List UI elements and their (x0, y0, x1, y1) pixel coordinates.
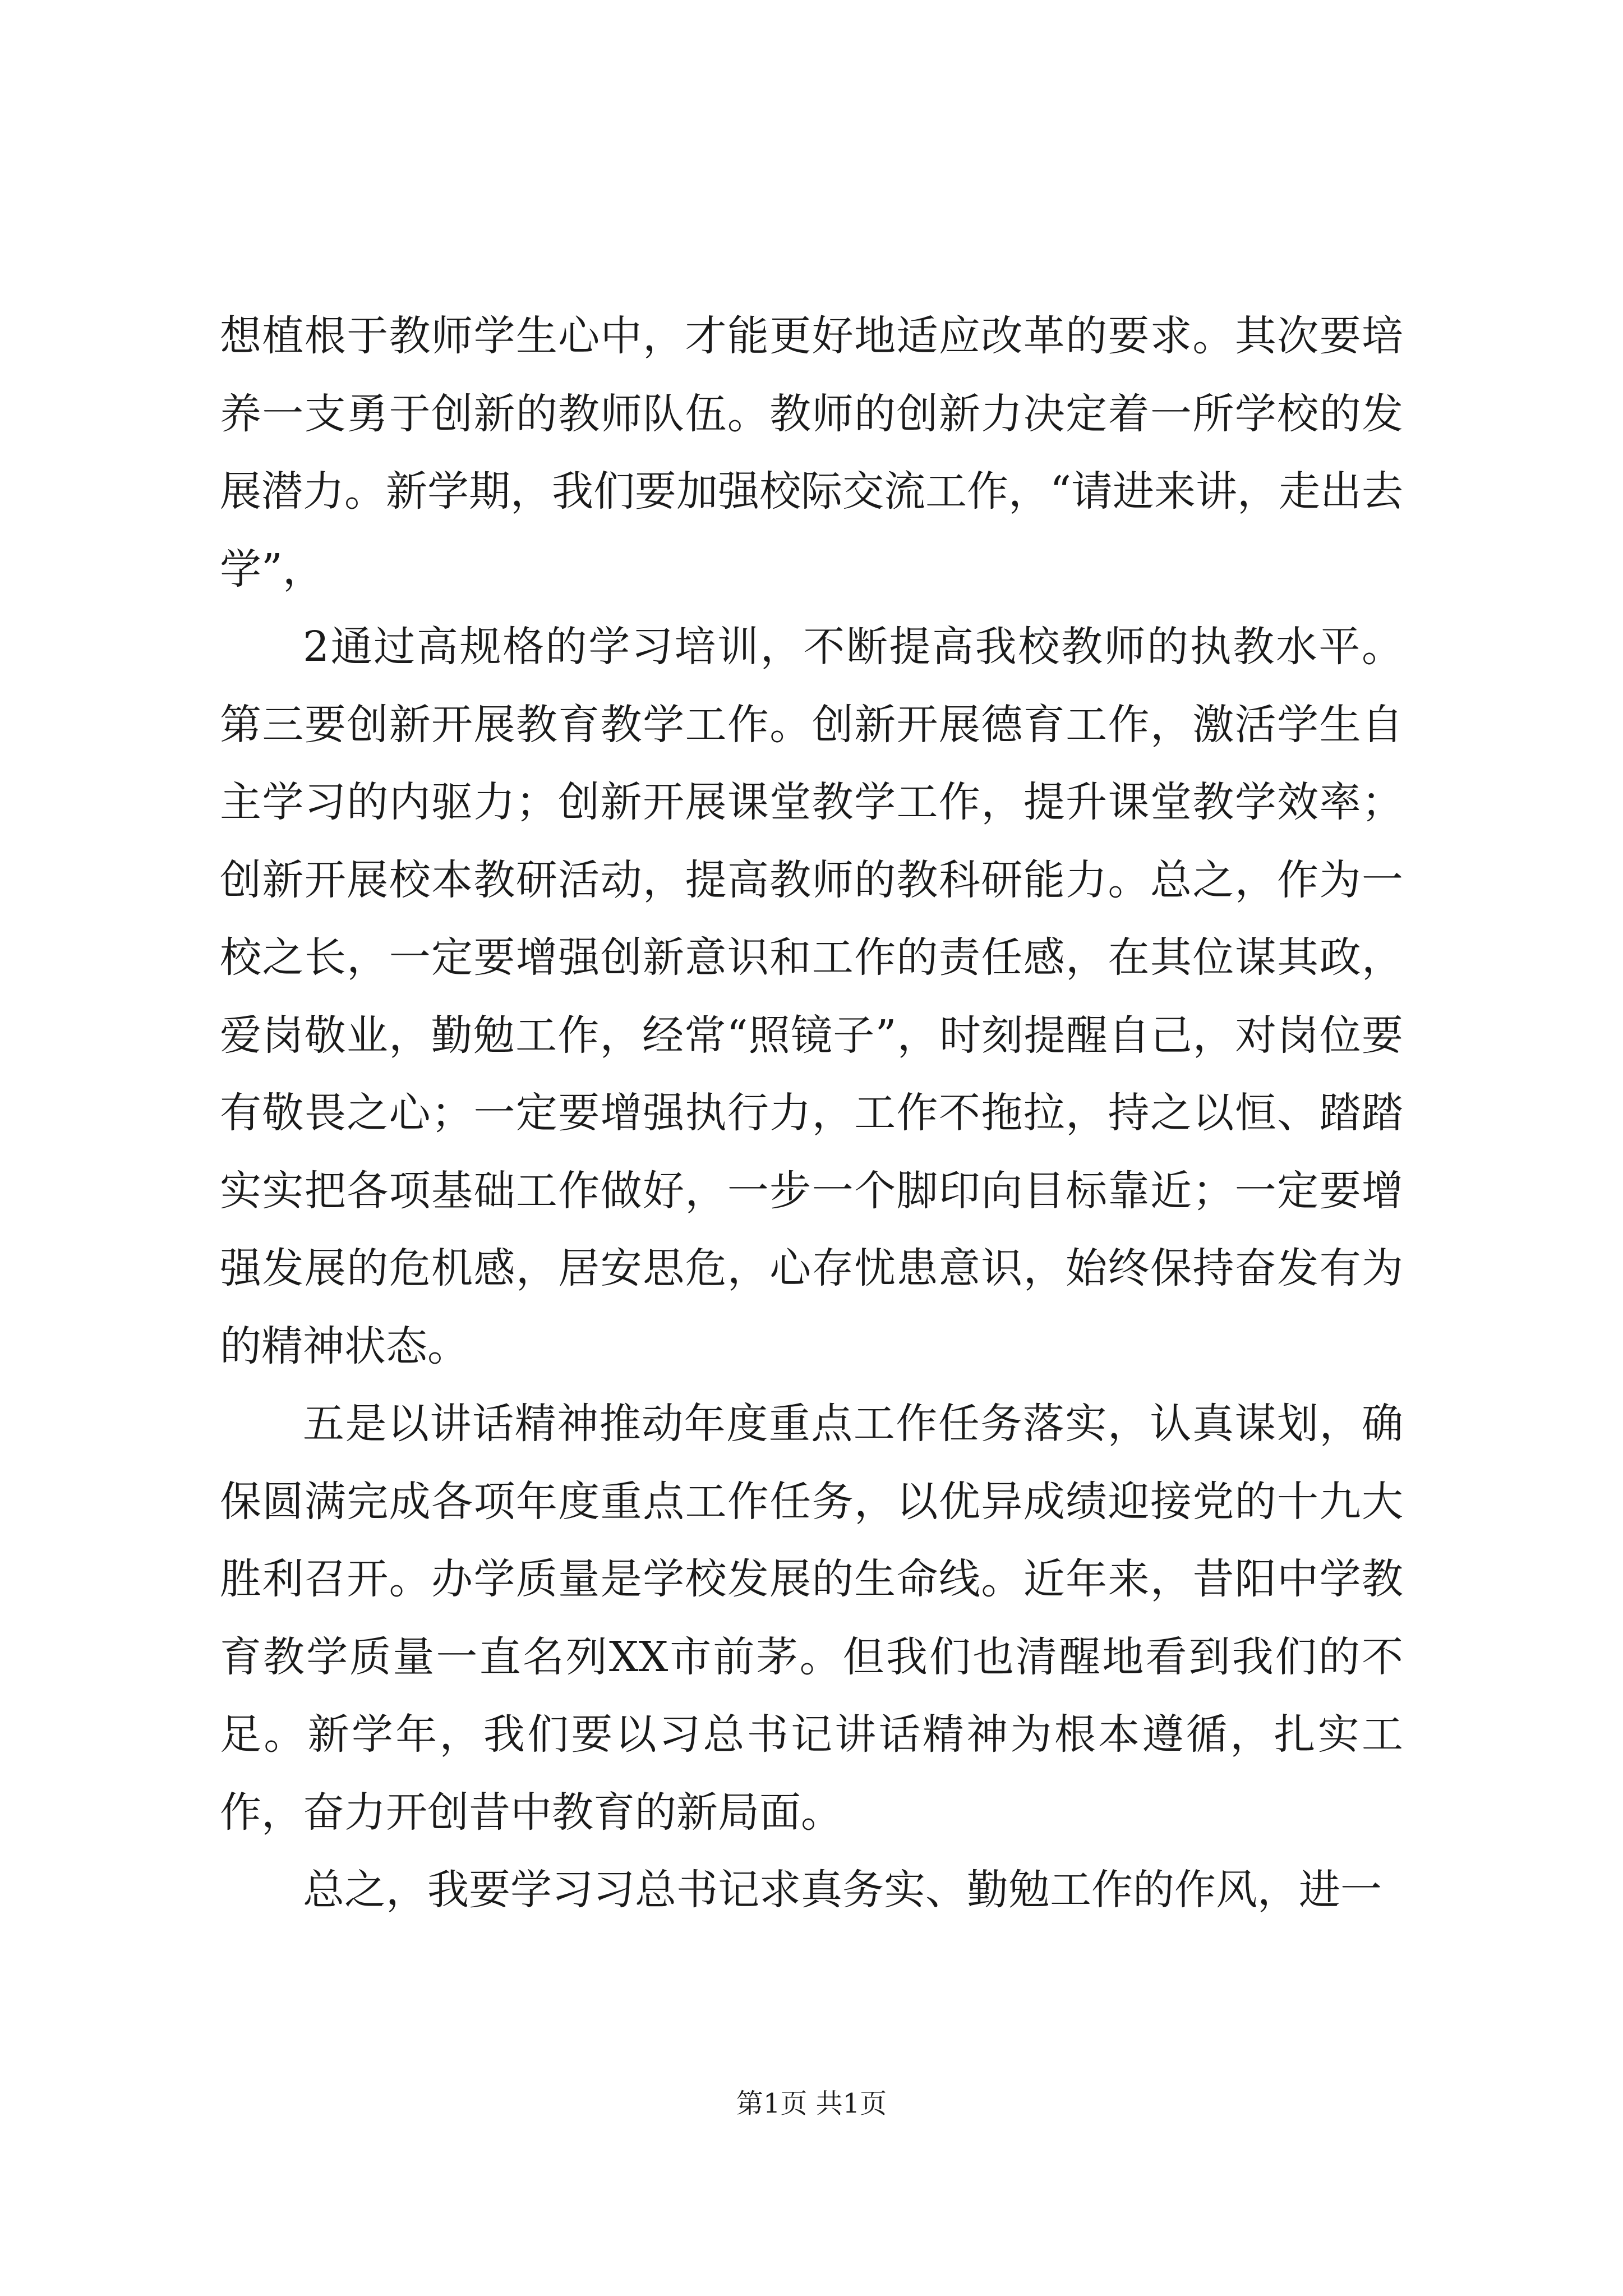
paragraph-1: 想植根于教师学生心中，才能更好地适应改革的要求。其次要培养一支勇于创新的教师队伍。教师的创新力决定着一所学校的发展潜力。新学期，我们要加强校际交流工作，“请进来讲，走出去学”， (220, 312, 1403, 593)
paragraph-4: 总之，我要学习习总书记求真务实、勤勉工作的作风，进一 (303, 1866, 1382, 1914)
document-body (220, 297, 1403, 1929)
paragraph-3: 五是以讲话精神推动年度重点工作任务落实，认真谋划，确保圆满完成各项年度重点工作任务，以优异成绩迎接党的十九大胜利召开。办学质量是学校发展的生命线。近年来，昔阳中学教育教学质量一直名列XX市前茅。但我们也清醒地看到我们的不足。新学年，我们要以习总书记讲话精神为根本遵循，扎实工作，奋力开创昔中教育的新局面。 (220, 1400, 1403, 1837)
paragraph-2: 2通过高规格的学习培训，不断提高我校教师的执教水平。第三要创新开展教育教学工作。创新开展德育工作，激活学生自主学习的内驱力；创新开展课堂教学工作，提升课堂教学效率；创新开展校本教研活动，提高教师的教科研能力。总之，作为一校之长，一定要增强创新意识和工作的责任感，在其位谋其政，爱岗敬业，勤勉工作，经常“照镜子”，时刻提醒自己，对岗位要有敬畏之心；一定要增强执行力，工作不拖拉，持之以恒、踏踏实实把各项基础工作做好，一步一个脚印向目标靠近；一定要增强发展的危机感，居安思危，心存忧患意识，始终保持奋发有为的精神状态。 (220, 623, 1403, 1370)
page-number-label: 第1页 共1页 (736, 2088, 887, 2119)
page-footer (0, 2087, 1623, 2120)
